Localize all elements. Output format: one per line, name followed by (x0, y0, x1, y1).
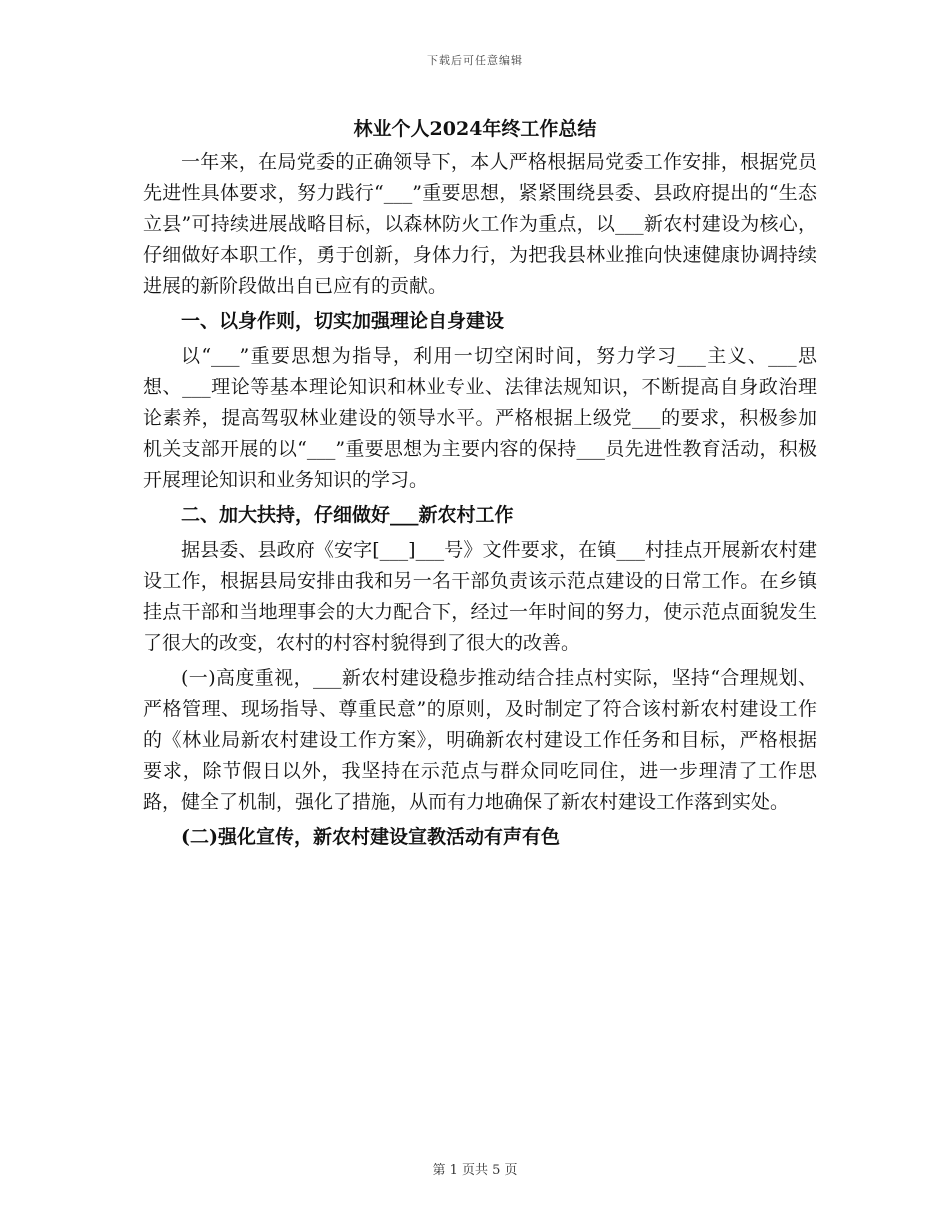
subsection-1-paragraph: (一)高度重视，___新农村建设稳步推动结合挂点村实际，坚持“合理规划、严格管理、现场指导、尊重民意”的原则，及时制定了符合该村新农村建设工作的《林业局新农村建设工作方案》，明确新农村建设工作任务和目标，严格根据要求，除节假日以外，我坚持在示范点与群众同吃同住，进一步理清了工作思路，健全了机制，强化了措施，从而有力地确保了新农村建设工作落到实处。 (143, 667, 817, 813)
document-title: 林业个人2024年终工作总结 (353, 118, 597, 140)
intro-paragraph: 一年来，在局党委的正确领导下，本人严格根据局党委工作安排，根据党员先进性具体要求，努力践行“___”重要思想，紧紧围绕县委、县政府提出的“生态立县”可持续进展战略目标，以森林防火工作为重点，以___新农村建设为核心，仔细做好本职工作，勇于创新，身体力行，为把我县林业推向快速健康协调持续进展的新阶段做出自已应有的贡献。 (143, 151, 817, 297)
section-1-paragraph: 以“___”重要思想为指导，利用一切空闲时间，努力学习___主义、___思想、___理论等基本理论知识和林业专业、法律法规知识，不断提高自身政治理论素养，提高驾驭林业建设的领导水平。严格根据上级党___的要求，积极参加机关支部开展的以“___”重要思想为主要内容的保持___员先进性教育活动，积极开展理论知识和业务知识的学习。 (143, 345, 817, 491)
section-2-paragraph: 据县委、县政府《安字[___]___号》文件要求，在镇___村挂点开展新农村建设工作，根据县局安排由我和另一名干部负责该示范点建设的日常工作。在乡镇挂点干部和当地理事会的大力配合下，经过一年时间的努力，使示范点面貌发生了很大的改变，农村的村容村貌得到了很大的改善。 (143, 539, 817, 654)
section-heading-1: 一、以身作则，切实加强理论自身建设 (181, 310, 505, 332)
page-number-footer: 第 1 页共 5 页 (432, 1163, 518, 1178)
subsection-heading-2: (二)强化宣传，新农村建设宣教活动有声有色 (181, 826, 560, 848)
section-heading-2: 二、加大扶持，仔细做好___新农村工作 (181, 504, 514, 526)
document-body (143, 147, 817, 853)
page-header-note: 下载后可任意编辑 (427, 54, 523, 67)
